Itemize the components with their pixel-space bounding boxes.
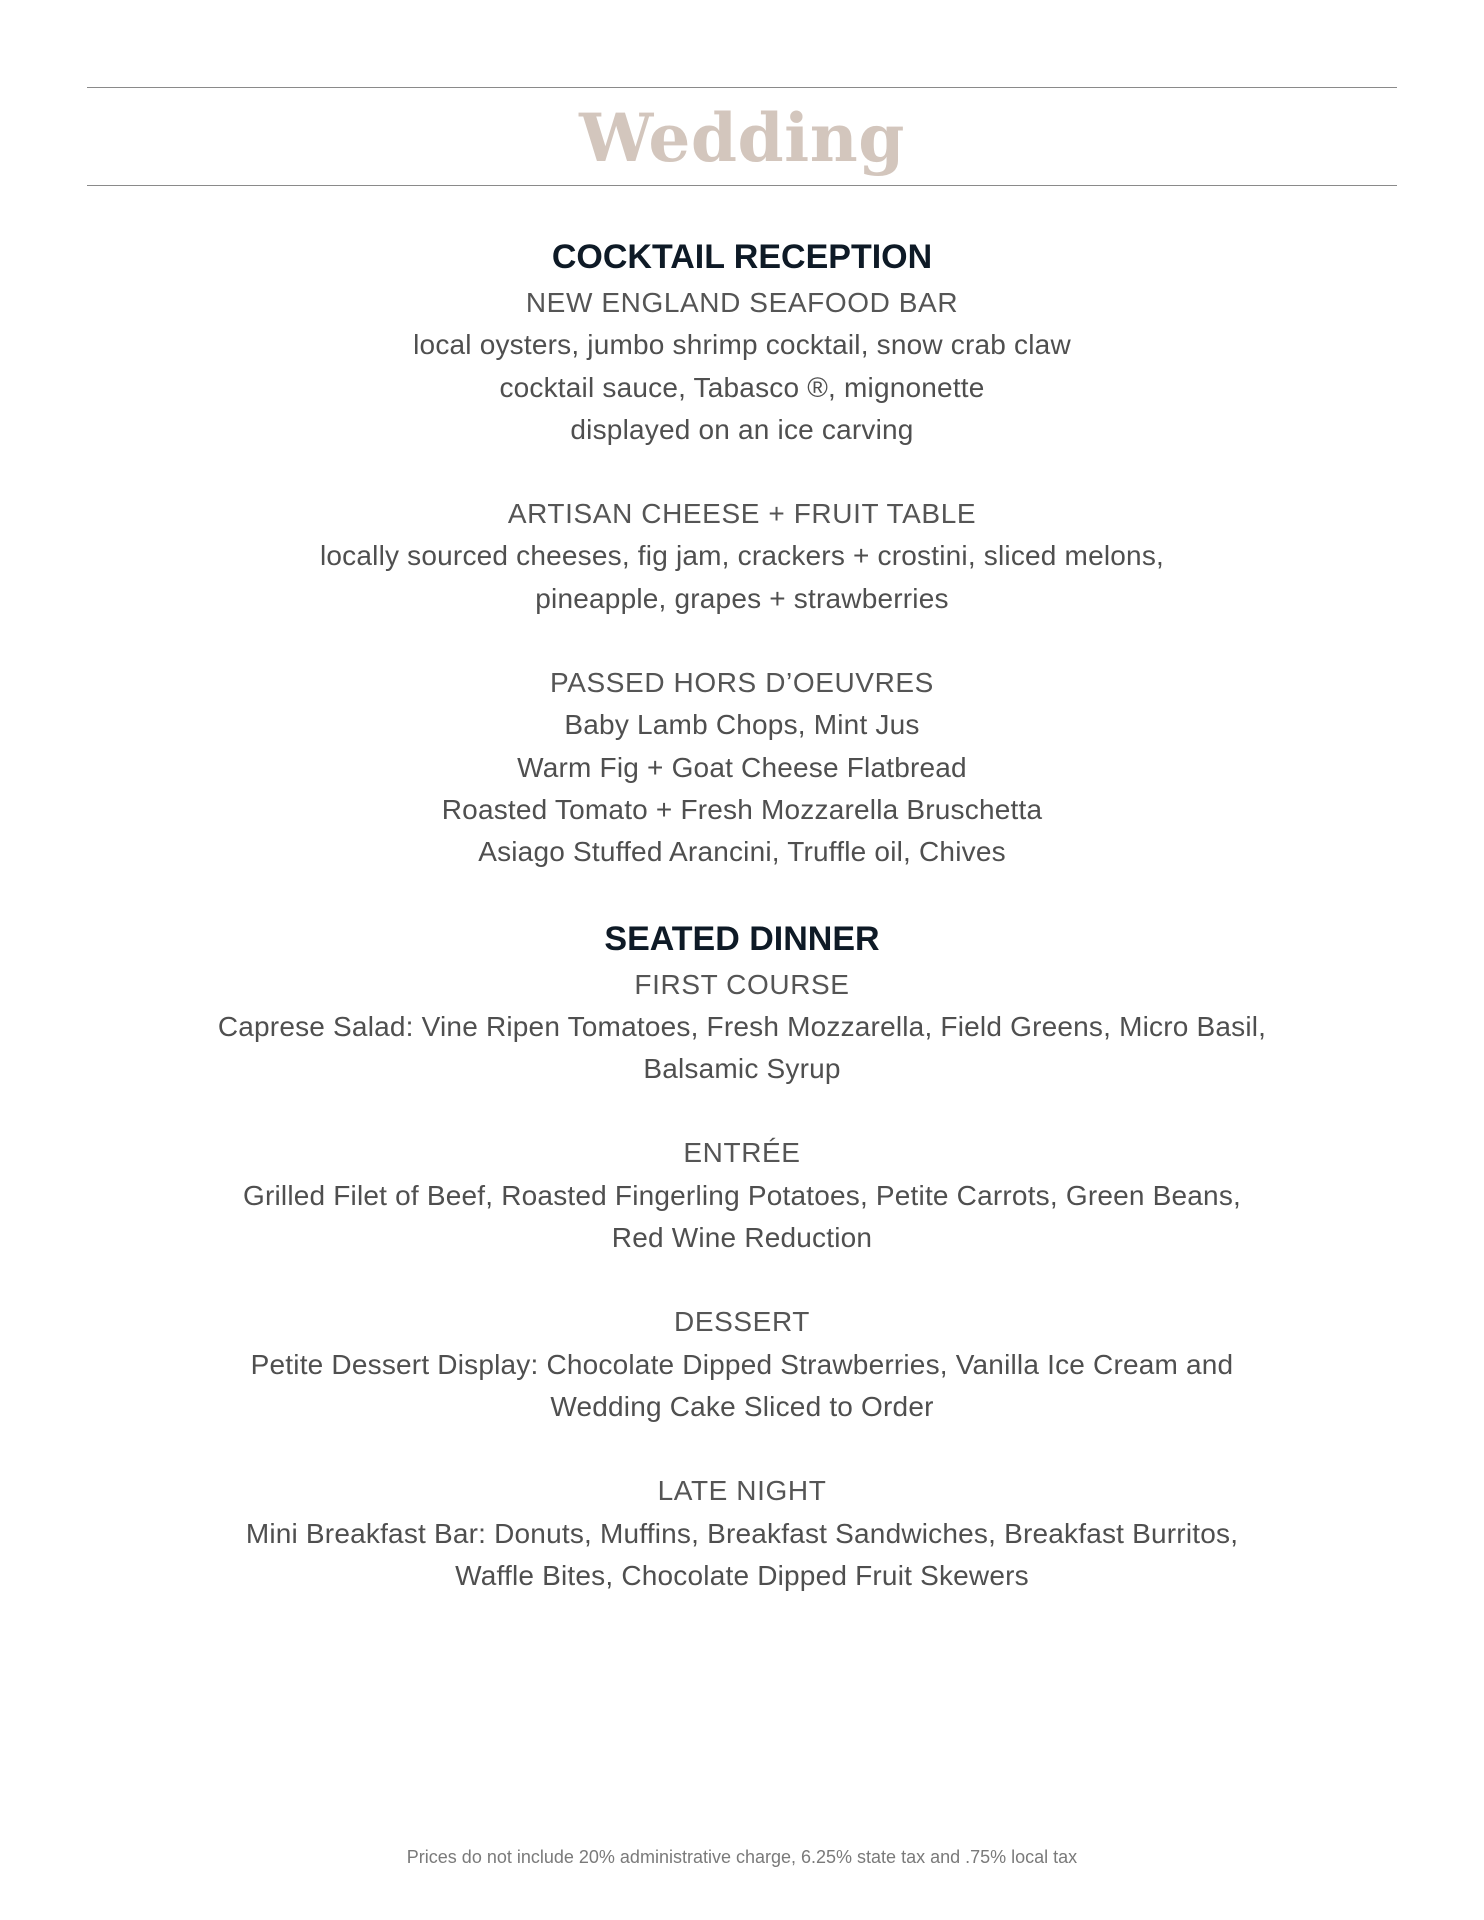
menu-item-title: FIRST COURSE <box>634 968 850 1000</box>
menu-item-line: displayed on an ice carving <box>570 413 914 445</box>
menu-block-hors-doeuvres <box>0 662 1484 873</box>
menu-item-line: Warm Fig + Goat Cheese Flatbread <box>517 751 967 783</box>
menu-item-line: local oysters, jumbo shrimp cocktail, snow crab claw <box>413 329 1071 361</box>
menu-item-line: Mini Breakfast Bar: Donuts, Muffins, Breakfast Sandwiches, Breakfast Burritos, <box>245 1517 1239 1549</box>
menu-item-title: ARTISAN CHEESE + FRUIT TABLE <box>507 498 977 530</box>
menu-block-cheese-fruit <box>0 493 1484 620</box>
menu-item-line: pineapple, grapes + strawberries <box>535 582 949 614</box>
menu-item-title: ENTRÉE <box>683 1137 801 1169</box>
menu-item-line: Red Wine Reduction <box>611 1222 873 1254</box>
menu-item-line: Balsamic Syrup <box>643 1053 841 1085</box>
section-heading-cocktail-reception: COCKTAIL RECEPTION <box>551 238 933 276</box>
bottom-divider <box>87 185 1397 186</box>
menu-item-line: Asiago Stuffed Arancini, Truffle oil, Chives <box>478 836 1006 868</box>
menu-block-seafood-bar <box>0 282 1484 451</box>
page-title: Wedding <box>579 99 905 177</box>
menu-item-line: Baby Lamb Chops, Mint Jus <box>564 709 920 741</box>
menu-item-title: LATE NIGHT <box>657 1475 827 1507</box>
menu-item-title: PASSED HORS D’OEUVRES <box>550 667 934 699</box>
menu-block-first-course <box>0 964 1484 1091</box>
menu-item-line: Caprese Salad: Vine Ripen Tomatoes, Fresh Mozzarella, Field Greens, Micro Basil, <box>217 1010 1267 1042</box>
menu-block-entree <box>0 1132 1484 1259</box>
menu-item-line: Petite Dessert Display: Chocolate Dipped Strawberries, Vanilla Ice Cream and <box>250 1348 1234 1380</box>
menu-item-title: NEW ENGLAND SEAFOOD BAR <box>525 287 959 318</box>
menu-item-title: DESSERT <box>674 1306 810 1338</box>
menu-item-line: locally sourced cheeses, fig jam, crackers + crostini, sliced melons, <box>319 540 1164 572</box>
top-divider <box>87 87 1397 88</box>
menu-item-line: Grilled Filet of Beef, Roasted Fingerling Potatoes, Petite Carrots, Green Beans, <box>242 1179 1242 1211</box>
pricing-footnote: Prices do not include 20% administrative charge, 6.25% state tax and .75% local tax <box>406 1847 1078 1867</box>
menu-item-line: Roasted Tomato + Fresh Mozzarella Bruschetta <box>441 793 1043 825</box>
section-heading-seated-dinner: SEATED DINNER <box>604 919 880 958</box>
menu-content <box>0 232 1484 1597</box>
menu-item-line: cocktail sauce, Tabasco ®, mignonette <box>499 371 985 403</box>
menu-item-line: Waffle Bites, Chocolate Dipped Fruit Skewers <box>455 1559 1029 1591</box>
menu-block-late-night <box>0 1470 1484 1597</box>
menu-block-dessert <box>0 1301 1484 1428</box>
menu-item-line: Wedding Cake Sliced to Order <box>550 1390 934 1422</box>
